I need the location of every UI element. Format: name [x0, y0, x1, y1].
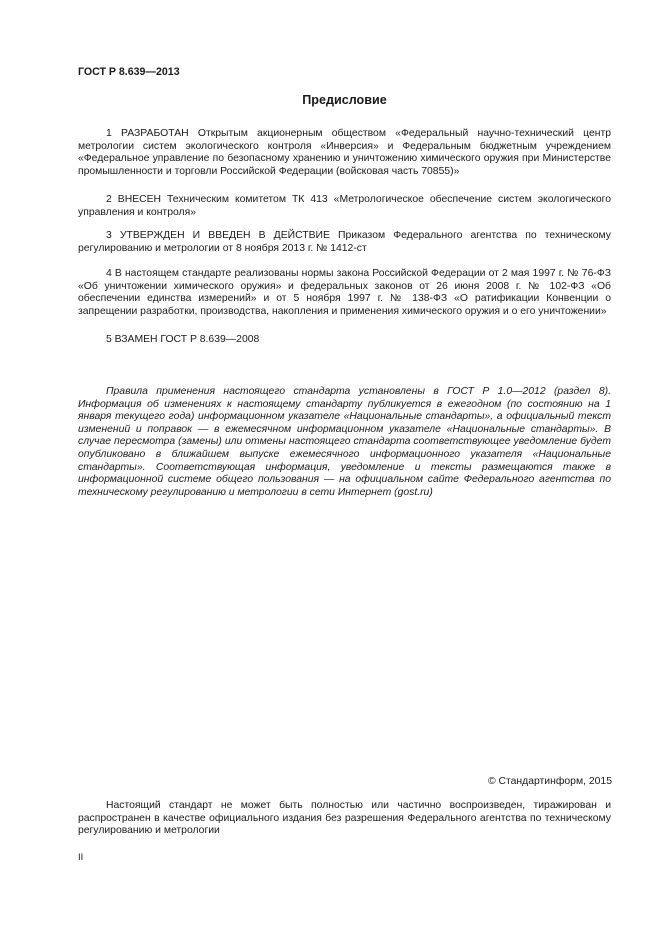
document-header: ГОСТ Р 8.639—2013 [78, 66, 180, 78]
reproduction-notice: Настоящий стандарт не может быть полностью или частично воспроизведен, тиражирован и распространен в качестве официального издания без разрешения Федерального агентства по техническому регулированию и метрологии [78, 800, 611, 837]
item-5: 5 ВЗАМЕН ГОСТ Р 8.639—2008 [106, 334, 260, 345]
standard-application-notice: Правила применения настоящего стандарта установлены в ГОСТ Р 1.0—2012 (раздел 8). Информация об изменениях к настоящему стандарту публикуется в ежегодном (по состоянию на 1 января текущего года) информационном указателе «Национальные стандарты», а официальный текст изменений и поправок — в ежемесячном информационном указателе «Национальные стандарты». В случае пересмотра (замены) или отмены настоящего стандарта соответствующее уведомление будет опубликовано в ближайшем выпуске ежемесячного информационного указателя «Национальные стандарты». Соответствующая информация, уведомление и тексты размещаются также в информационной системе общего пользования — на официальном сайте Федерального агентства по техническому регулированию и метрологии в сети Интернет (gost.ru) [78, 386, 611, 498]
item-4: 4 В настоящем стандарте реализованы нормы закона Российской Федерации от 2 мая 1997 г. № 76-ФЗ «Об уничтожении химического оружия» и федеральных законов от 26 июня 2008 г. № 102-ФЗ «Об обеспечении единства измерений» и от 5 ноября 1997 г. № 138-ФЗ «О ратификации Конвенции о запрещении разработки, производства, накопления и применения химического оружия и о его уничтожении» [78, 268, 611, 317]
item-3: 3 УТВЕРЖДЕН И ВВЕДЕН В ДЕЙСТВИЕ Приказом Федерального агентства по техническому регулированию и метрологии от 8 ноября 2013 г. № 1412-ст [78, 230, 611, 254]
page-number: II [78, 852, 84, 863]
copyright: © Стандартинформ, 2015 [487, 776, 612, 787]
page-title: Предисловие [302, 93, 387, 107]
item-2: 2 ВНЕСЕН Техническим комитетом ТК 413 «Метрологическое обеспечение систем экологического управления и контроля» [78, 194, 611, 218]
item-1: 1 РАЗРАБОТАН Открытым акционерным обществом «Федеральный научно-технический центр метрологии систем экологического контроля «Инверсия» и Федеральным бюджетным учреждением «Федеральное управление по безопасному хранению и уничтожению химического оружия при Министерстве промышленности и торговли Российской Федерации (войсковая часть 70855)» [78, 128, 611, 177]
